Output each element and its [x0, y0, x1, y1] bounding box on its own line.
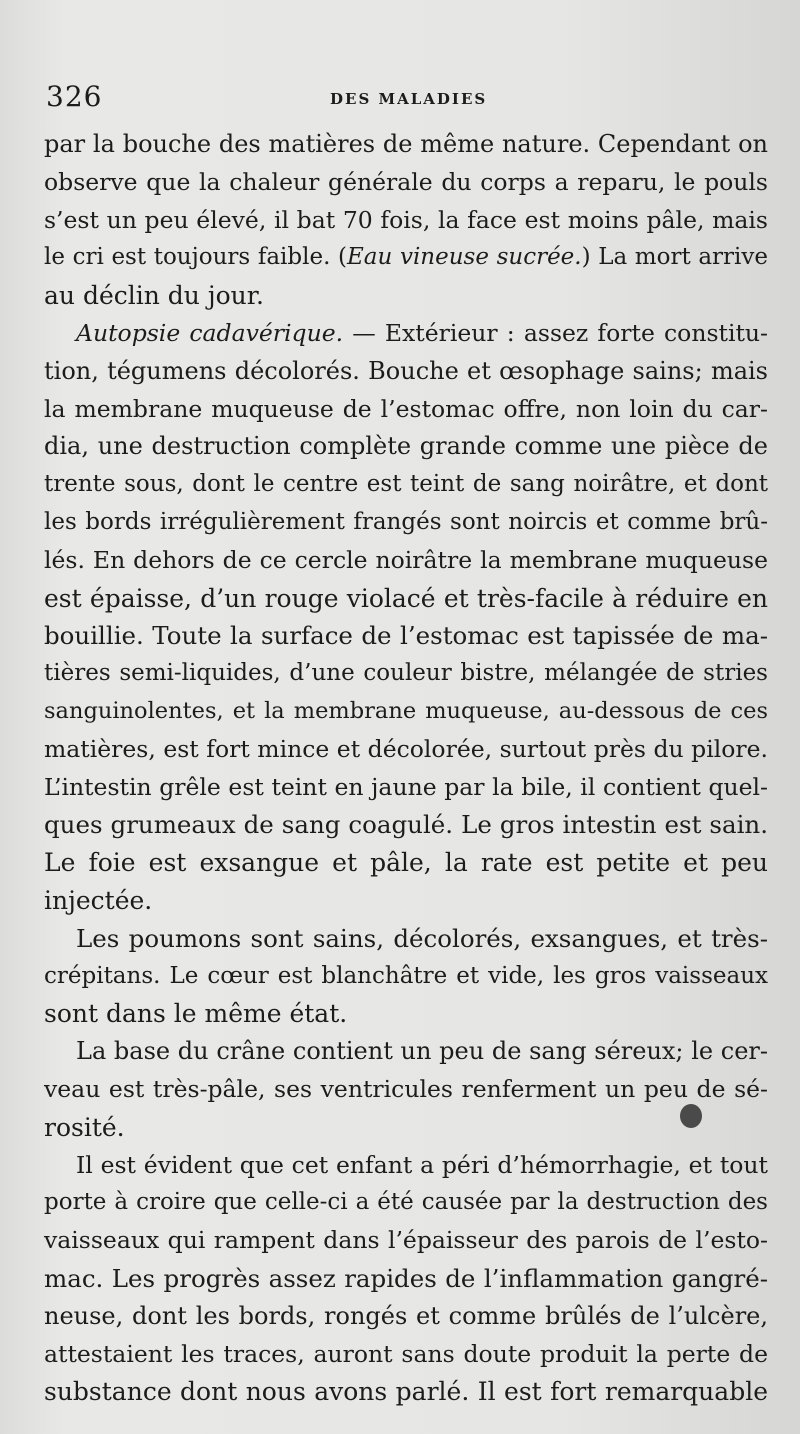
text-line	[44, 315, 768, 353]
text-line	[44, 844, 768, 882]
line-text: observe que la chaleur générale du corps a reparu, le pouls	[44, 167, 768, 196]
text-line	[44, 920, 768, 958]
line-text: s’est un peu élevé, il bat 70 fois, la face est moins pâle, mais	[44, 205, 768, 234]
line-text: trente sous, dont le centre est teint de sang noirâtre, et dont	[44, 471, 768, 498]
line-text: les bords irrégulièrement frangés sont noircis et comme brû-	[44, 508, 768, 535]
line-text: L’intestin grêle est teint en jaune par la bile, il contient quel-	[44, 772, 768, 801]
text-line	[44, 353, 768, 391]
text-line	[44, 1222, 768, 1260]
line-text: Les poumons sont sains, décolorés, exsangues, et très-	[76, 923, 768, 953]
line-text: bouillie. Toute la surface de l’estomac est tapissée de ma-	[44, 621, 768, 651]
text-line	[44, 1033, 768, 1071]
text-line	[44, 466, 768, 504]
line-text: attestaient les traces, auront sans doute produit la perte de	[44, 1339, 768, 1368]
line-text: sont dans le même état.	[44, 999, 348, 1029]
text-line	[44, 1109, 768, 1147]
text-line	[44, 617, 768, 655]
text-line	[44, 958, 768, 996]
line-text: la membrane muqueuse de l’estomac offre, non loin du car-	[44, 394, 768, 423]
line-text: porte à croire que celle-ci a été causée par la destruction des	[44, 1189, 768, 1216]
line-text: neuse, dont les bords, rongés et comme brûlés de l’ulcère,	[44, 1301, 768, 1330]
line-text: substance dont nous avons parlé. Il est fort remarquable	[44, 1377, 768, 1407]
text-line	[44, 995, 768, 1033]
line-text: — Extérieur : assez forte constitu-	[343, 318, 768, 347]
line-text: sanguinolentes, et la membrane muqueuse, au-dessous de ces	[44, 697, 768, 724]
text-line	[44, 769, 768, 807]
line-text: mac. Les progrès assez rapides de l’inflammation gangré-	[44, 1263, 768, 1293]
text-line	[44, 542, 768, 580]
text-line	[44, 164, 768, 202]
text-line	[44, 202, 768, 240]
text-line	[44, 391, 768, 429]
body-text	[44, 126, 768, 1411]
text-line	[44, 580, 768, 618]
italic-text: Eau vineuse sucrée.	[347, 244, 582, 271]
running-head: DES MALADIES	[330, 90, 488, 108]
line-text: lés. En dehors de ce cercle noirâtre la membrane muqueuse	[44, 545, 768, 574]
line-text: rosité.	[44, 1112, 125, 1142]
text-line	[44, 806, 768, 844]
text-line	[44, 731, 768, 769]
line-text: matières, est fort mince et décolorée, surtout près du pilore.	[44, 734, 768, 763]
text-line	[44, 504, 768, 542]
line-text: Il est évident que cet enfant a péri d’hémorrhagie, et tout	[76, 1150, 768, 1179]
page-header	[0, 80, 800, 120]
text-line	[44, 693, 768, 731]
italic-text: Autopsie cadavérique.	[76, 318, 344, 347]
text-line	[44, 428, 768, 466]
text-line	[44, 126, 768, 164]
text-line	[44, 277, 768, 315]
line-text: le cri est toujours faible. (	[44, 244, 348, 271]
text-line	[44, 1373, 768, 1411]
line-text: crépitans. Le cœur est blanchâtre et vide, les gros vaisseaux	[44, 962, 768, 989]
ink-blot	[680, 1104, 702, 1128]
line-text: vaisseaux qui rampent dans l’épaisseur des parois de l’esto-	[44, 1226, 768, 1255]
line-text: au déclin du jour.	[44, 281, 264, 311]
line-text: tières semi-liquides, d’une couleur bistre, mélangée de stries	[44, 660, 768, 687]
page-number: 326	[46, 80, 103, 113]
text-line	[44, 1184, 768, 1222]
text-line	[44, 1147, 768, 1185]
text-line	[44, 1298, 768, 1336]
text-line	[44, 882, 768, 920]
text-line	[44, 1260, 768, 1298]
text-line	[44, 1336, 768, 1374]
line-text: veau est très-pâle, ses ventricules renferment un peu de sé-	[44, 1074, 768, 1103]
line-text: injectée.	[44, 885, 153, 915]
text-line	[44, 239, 768, 277]
line-text: Le foie est exsangue et pâle, la rate est petite et peu	[44, 848, 768, 878]
line-text: tion, tégumens décolorés. Bouche et œsophage sains; mais	[44, 356, 768, 385]
line-text: par la bouche des matières de même nature. Cependant on	[44, 130, 768, 158]
line-text: est épaisse, d’un rouge violacé et très-facile à réduire en	[44, 583, 768, 613]
text-line	[44, 655, 768, 693]
line-text: La base du crâne contient un peu de sang séreux; le cer-	[76, 1037, 768, 1066]
text-line	[44, 1071, 768, 1109]
line-text: ) La mort arrive	[581, 244, 768, 271]
line-text: dia, une destruction complète grande comme une pièce de	[44, 432, 768, 461]
line-text: ques grumeaux de sang coagulé. Le gros intestin est sain.	[44, 810, 768, 840]
